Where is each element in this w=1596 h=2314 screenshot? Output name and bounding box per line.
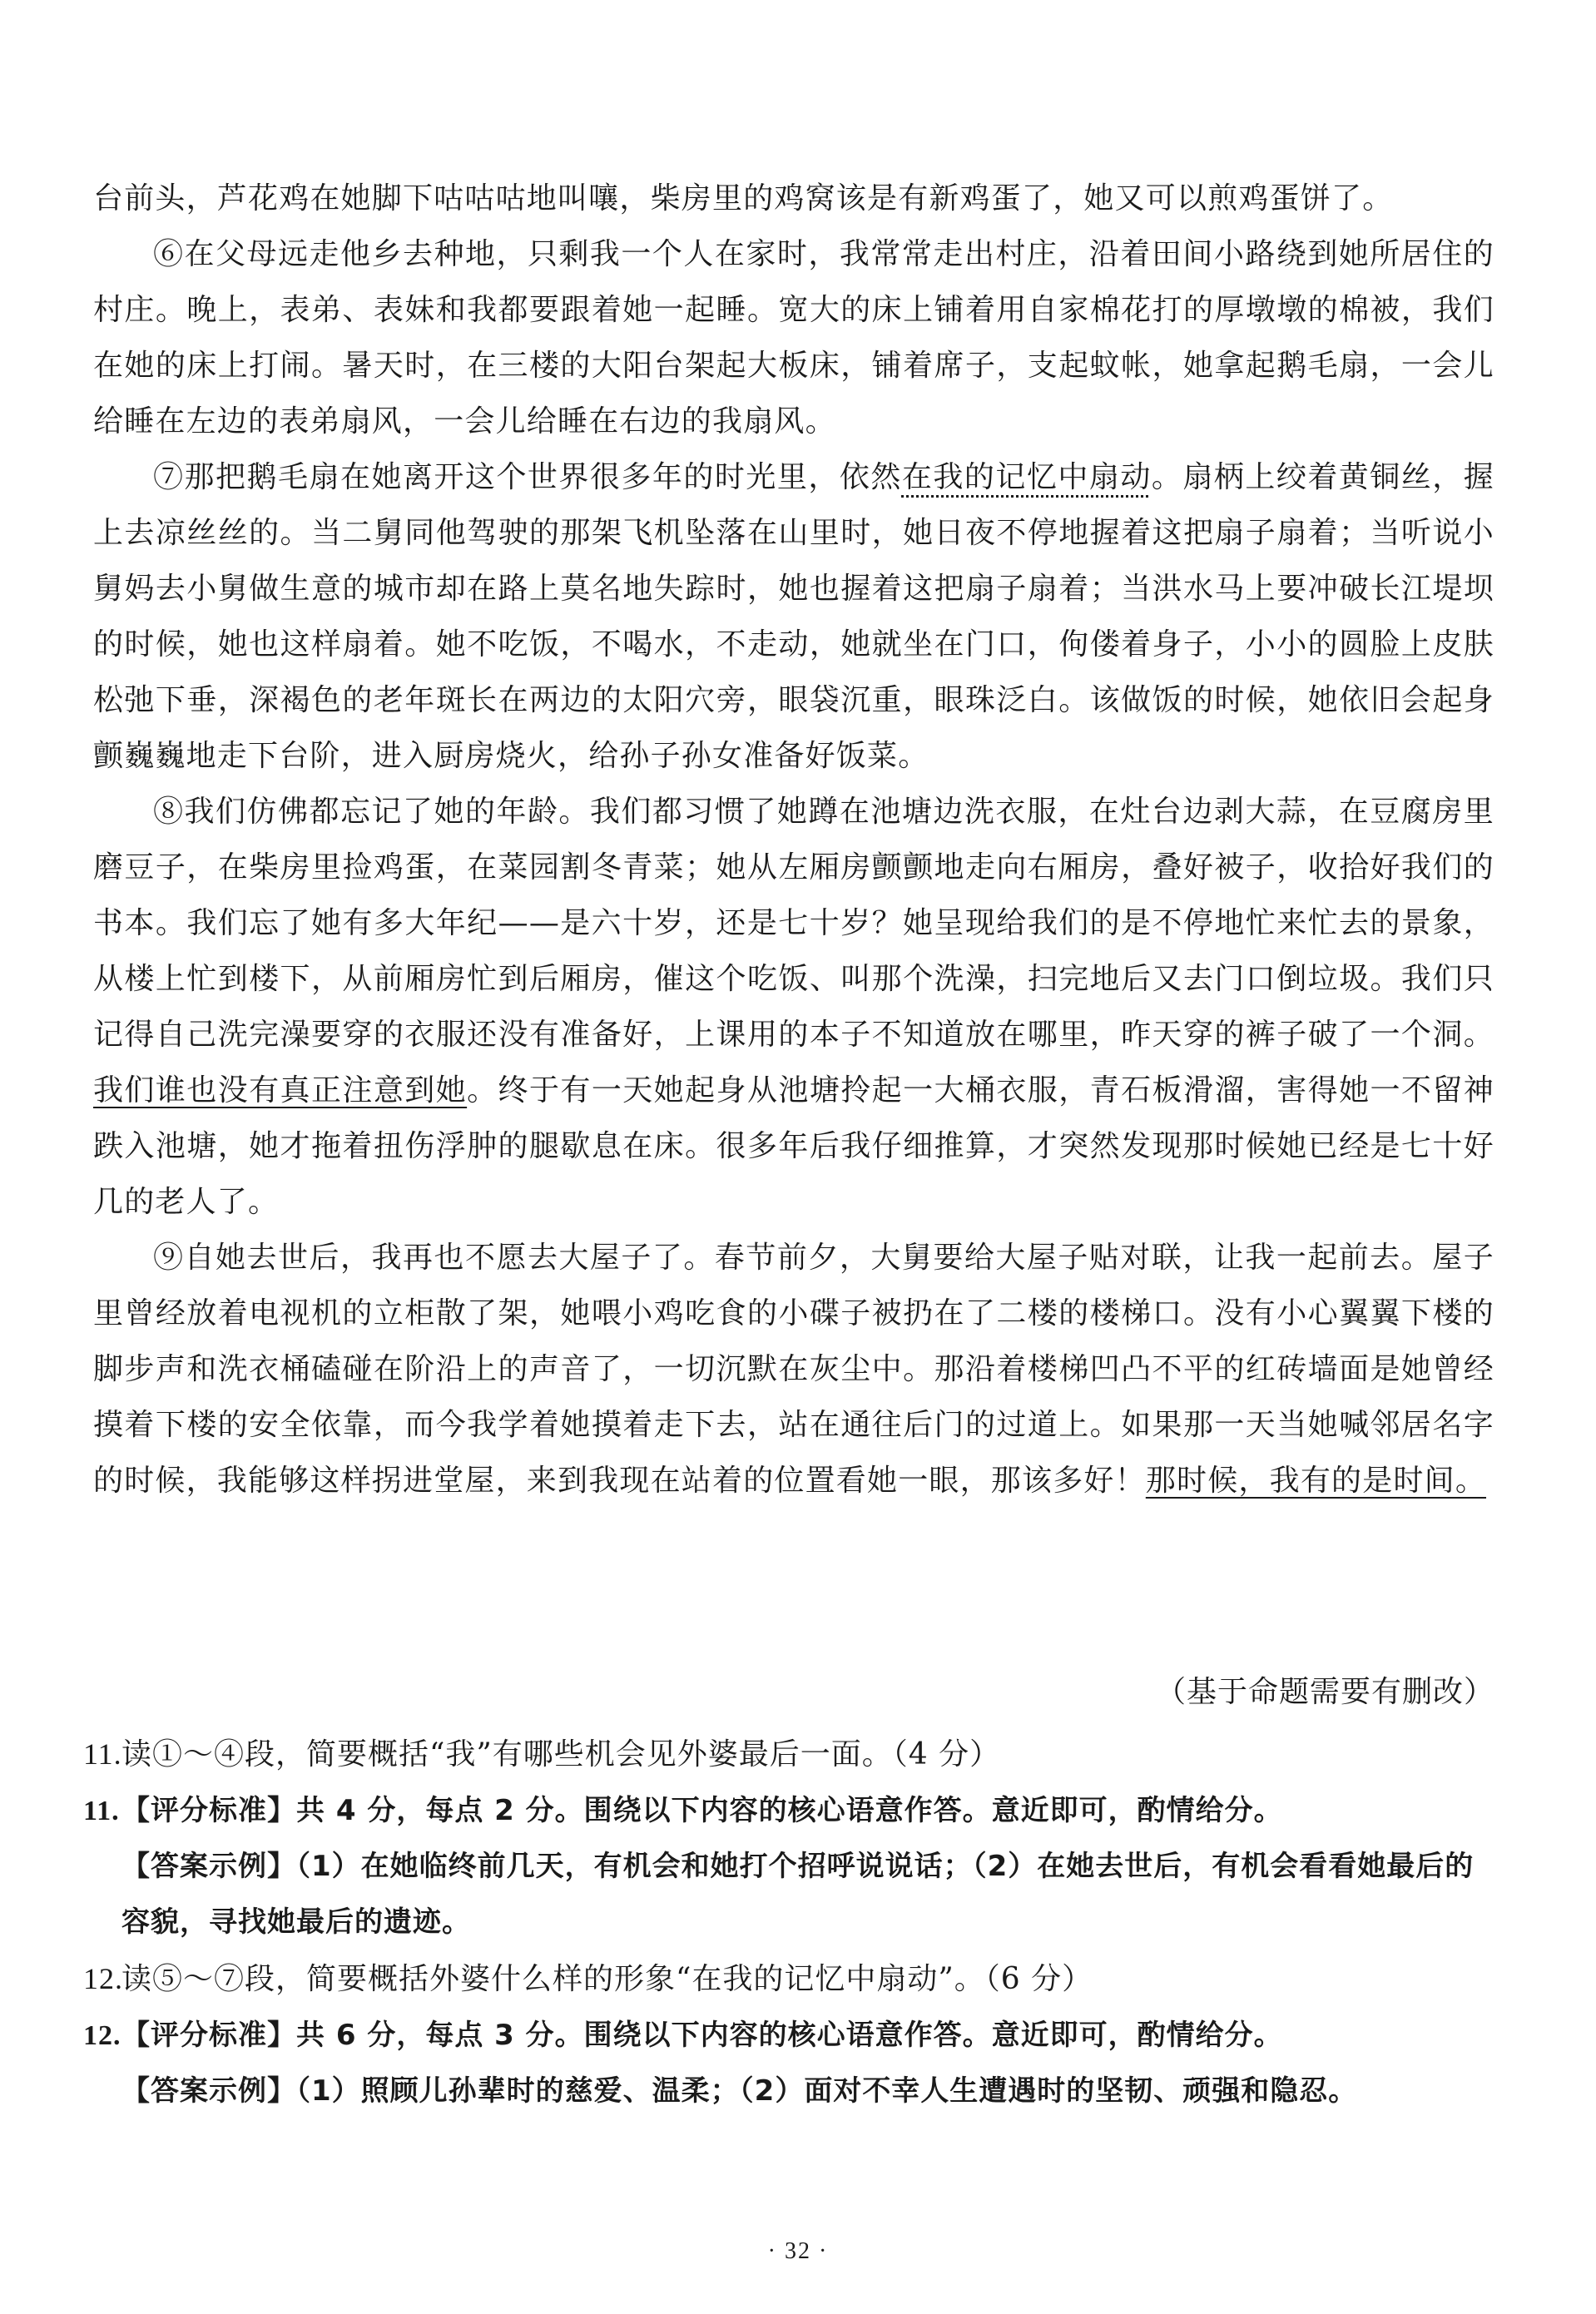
- paragraph-7-text-b: 。扇柄上绞着黄铜丝，握上去凉丝丝的。当二舅同他驾驶的那架飞机坠落在山里时，她日夜不停地握着这把扇子扇着；当听说小舅妈去小舅做生意的城市却在路上莫名地失踪时，她也握着这把扇子扇着；当洪水马上要冲破长江堤坝的时候，她也这样扇着。她不吃饭，不喝水，不走动，她就坐在门口，佝偻着身子，小小的圆脸上皮肤松弛下垂，深褐色的老年斑长在两边的太阳穴旁，眼袋沉重，眼珠泛白。该做饭的时候，她依旧会起身颤巍巍地走下台阶，进入厨房烧火，给孙子孙女准备好饭菜。: [93, 460, 1494, 773]
- scoring-criteria: 【评分标准】共 6 分，每点 3 分。围绕以下内容的核心语意作答。意近即可，酌情给分。: [121, 2019, 1283, 2052]
- underlined-sentence: 我们谁也没有真正注意到她: [93, 1073, 468, 1107]
- question-11: [83, 1727, 1498, 1782]
- question-number: 11.: [83, 1737, 122, 1771]
- paragraph-8-text-a: ⑧我们仿佛都忘记了她的年龄。我们都习惯了她蹲在池塘边洗衣服，在灶台边剥大蒜，在豆腐房里磨豆子，在柴房里捡鸡蛋，在菜园割冬青菜；她从左厢房颤颤地走向右厢房，叠好被子，收拾好我们的书本。我们忘了她有多大年纪——是六十岁，还是七十岁？她呈现给我们的是不停地忙来忙去的景象，从楼上忙到楼下，从前厢房忙到后厢房，催这个吃饭、叫那个洗澡，扫完地后又去门口倒垃圾。我们只记得自己洗完澡要穿的衣服还没有准备好，上课用的本子不知道放在哪里，昨天穿的裤子破了一个洞。: [93, 795, 1494, 1052]
- underlined-ending: 那时候，我有的是时间。: [1145, 1464, 1487, 1498]
- source-note: （基于命题需要有删改）: [1155, 1675, 1494, 1709]
- question-text: 读⑤～⑦段，简要概括外婆什么样的形象“在我的记忆中扇动”。（6 分）: [121, 1962, 1093, 1996]
- answer-number: 12.: [83, 2020, 121, 2051]
- paragraph-5-tail: 台前头，芦花鸡在她脚下咕咕咕地叫嚷，柴房里的鸡窝该是有新鸡蛋了，她又可以煎鸡蛋饼了。: [93, 181, 1394, 216]
- paragraph-7-text-a: ⑦那把鹅毛扇在她离开这个世界很多年的时光里，依然: [153, 460, 902, 494]
- scoring-criteria: 【评分标准】共 4 分，每点 2 分。围绕以下内容的核心语意作答。意近即可，酌情给分。: [121, 1794, 1283, 1827]
- answer-example: 【答案示例】（1）在她临终前几天，有机会和她打个招呼说说话；（2）在她去世后，有机会看看她最后的容貌，寻找她最后的遗迹。: [121, 1850, 1475, 1939]
- question-number: 12.: [83, 1962, 123, 1995]
- paragraph-6: ⑥在父母远走他乡去种地，只剩我一个人在家时，我常常走出村庄，沿着田间小路绕到她所居住的村庄。晚上，表弟、表妹和我都要跟着她一起睡。宽大的床上铺着用自家棉花打的厚墩墩的棉被，我们在她的床上打闹。暑天时，在三楼的大阳台架起大板床，铺着席子，支起蚊帐，她拿起鹅毛扇，一会儿给睡在左边的表弟扇风，一会儿给睡在右边的我扇风。: [93, 237, 1494, 439]
- paragraph-7: [93, 449, 1494, 784]
- answer-11: [83, 1783, 1498, 1950]
- answer-example: 【答案示例】（1）照顾儿孙辈时的慈爱、温柔；（2）面对不幸人生遭遇时的坚韧、顽强和隐忍。: [121, 2074, 1358, 2108]
- paragraph-8-text-b: 。终于有一天她起身从池塘拎起一大桶衣服，青石板滑溜，害得她一不留神跌入池塘，她才拖着扭伤浮肿的腿歇息在床。很多年后我仔细推算，才突然发现那时候她已经是七十好几的老人了。: [93, 1073, 1494, 1219]
- answer-12: [83, 2008, 1498, 2119]
- question-12: [83, 1951, 1498, 2007]
- emphasized-phrase: 在我的记忆中扇动: [901, 460, 1152, 494]
- paragraph-9-text-a: ⑨自她去世后，我再也不愿去大屋子了。春节前夕，大舅要给大屋子贴对联，让我一起前去。屋子里曾经放着电视机的立柜散了架，她喂小鸡吃食的小碟子被扔在了二楼的楼梯口。没有小心翼翼下楼的脚步声和洗衣桶磕碰在阶沿上的声音了，一切沉默在灰尘中。那沿着楼梯凹凸不平的红砖墙面是她曾经摸着下楼的安全依靠，而今我学着她摸着走下去，站在通往后门的过道上。如果那一天当她喊邻居名字的时候，我能够这样拐进堂屋，来到我现在站着的位置看她一眼，那该多好！: [93, 1241, 1494, 1498]
- reading-passage: [93, 171, 1494, 1509]
- answer-number: 11.: [83, 1796, 120, 1826]
- paragraph-9: [93, 1230, 1494, 1509]
- paragraph-8: [93, 784, 1494, 1230]
- question-text: 读①～④段，简要概括“我”有哪些机会见外婆最后一面。（4 分）: [121, 1737, 1001, 1771]
- page-number: · 32 ·: [767, 2238, 829, 2264]
